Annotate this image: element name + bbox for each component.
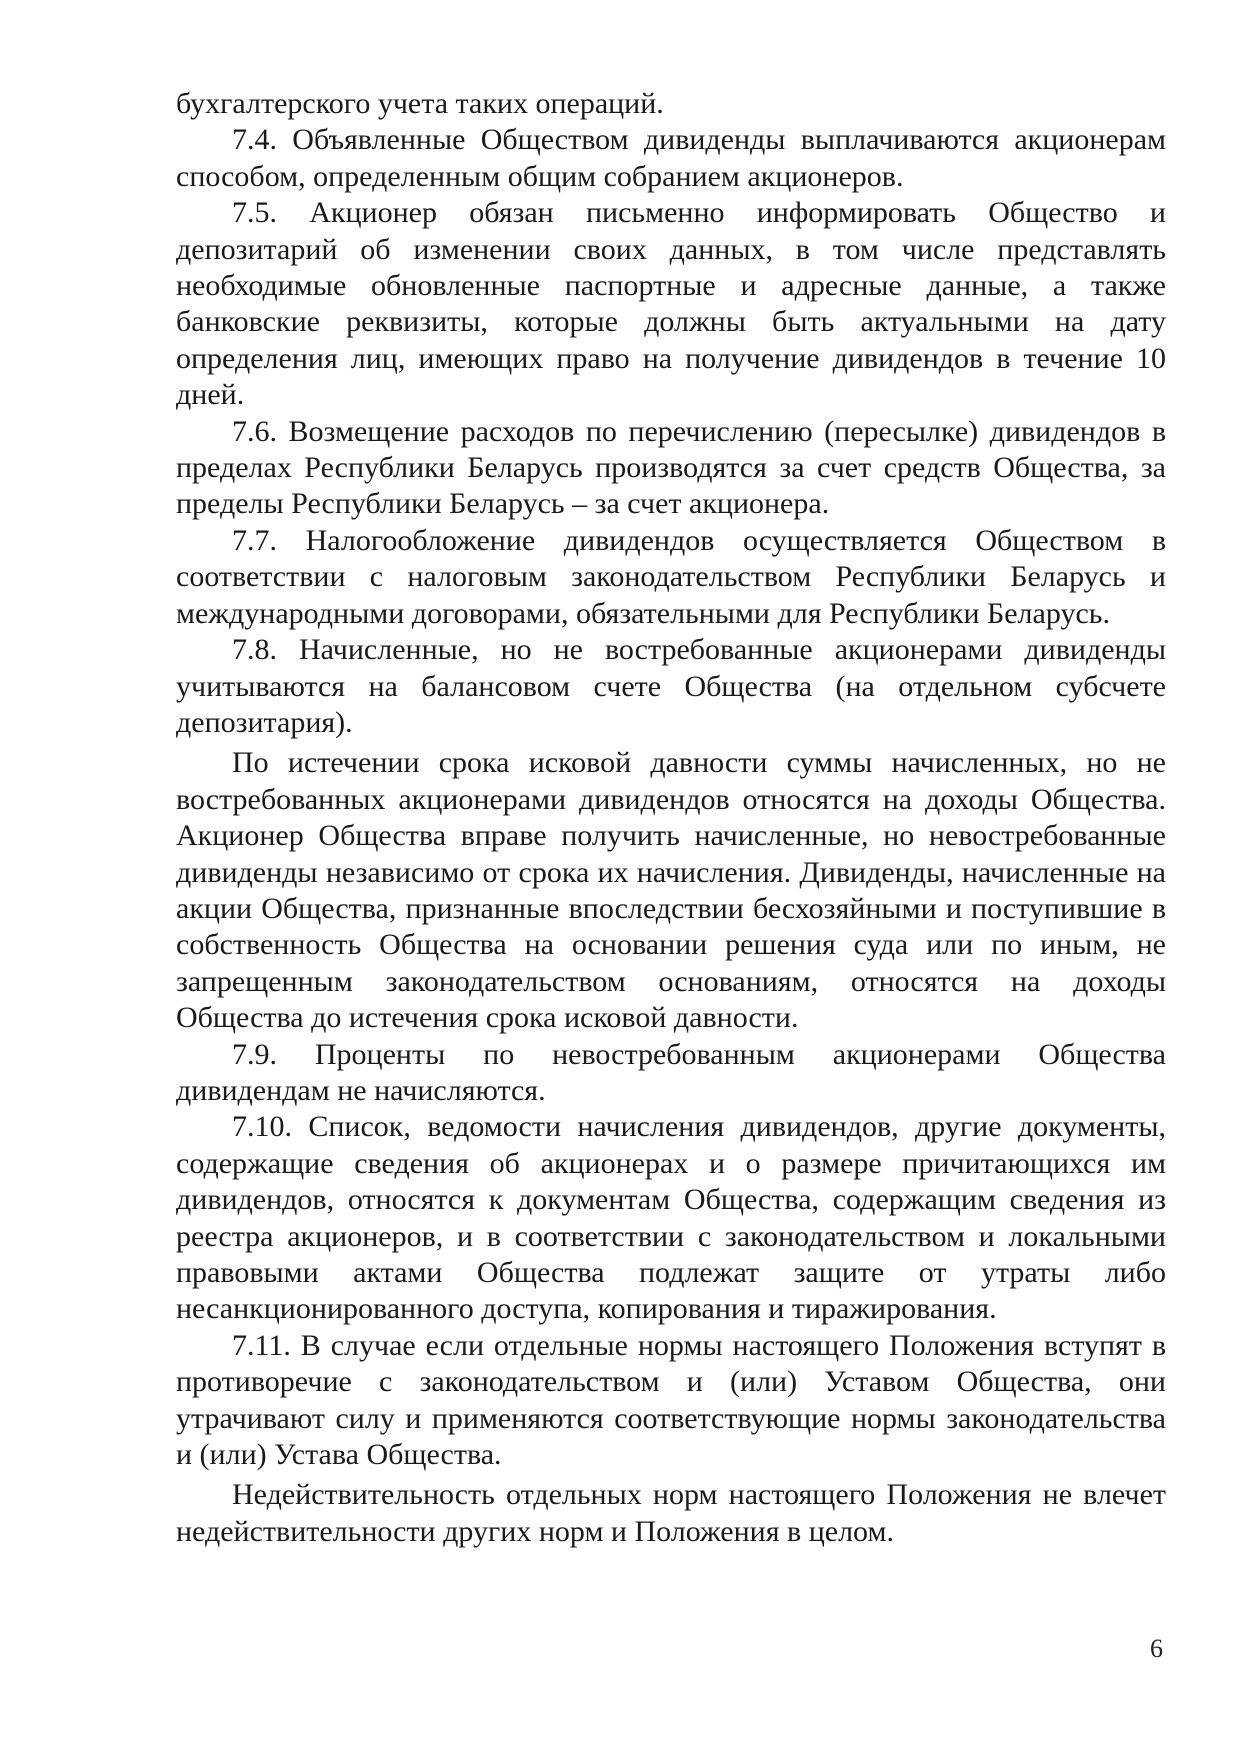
- paragraph-7-7: 7.7. Налогообложение дивидендов осуществляется Обществом в соответствии с налоговым законодательством Республики Беларусь и международными договорами, обязательными для Республики Беларусь.: [176, 523, 1166, 630]
- paragraph-7-4: 7.4. Объявленные Обществом дивиденды выплачиваются акционерам способом, определенным общим собранием акционеров.: [176, 123, 1166, 193]
- paragraph-7-11-continued: Недействительность отдельных норм настоящего Положения не влечет недействительности других норм и Положения в целом.: [176, 1478, 1166, 1548]
- paragraph-7-5: 7.5. Акционер обязан письменно информировать Общество и депозитарий об изменении своих данных, в том числе представлять необходимые обновленные паспортные и адресные данные, а также банковские реквизиты, которые должны быть актуальными на дату определения лиц, имеющих право на получение дивидендов в течение 10 дней.: [176, 196, 1166, 412]
- paragraph-continuation: бухгалтерского учета таких операций.: [176, 87, 664, 120]
- paragraph-7-11: 7.11. В случае если отдельные нормы настоящего Положения вступят в противоречие с законодательством и (или) Уставом Общества, они утрачивают силу и применяются соответствующие нормы законодательства и (или) Устава Общества.: [176, 1328, 1166, 1472]
- paragraph-7-8-continued: По истечении срока исковой давности суммы начисленных, но не востребованных акционерами дивидендов относятся на доходы Общества. Акционер Общества вправе получить начисленные, но невостребованные дивиденды независимо от срока их начисления. Дивиденды, начисленные на акции Общества, признанные впоследствии бесхозяйными и поступившие в собственность Общества на основании решения суда или по иным, не запрещенным законодательством основаниям, относятся на доходы Общества до истечения срока исковой давности.: [176, 746, 1166, 1035]
- paragraph-7-8: 7.8. Начисленные, но не востребованные акционерами дивиденды учитываются на балансовом счете Общества (на отдельном субсчете депозитария).: [176, 633, 1166, 739]
- paragraph-7-9: 7.9. Проценты по невостребованным акционерами Общества дивидендам не начисляются.: [176, 1037, 1166, 1107]
- page-number: 6: [1150, 1634, 1163, 1663]
- paragraph-7-10: 7.10. Список, ведомости начисления дивидендов, другие документы, содержащие сведения об акционерах и о размере причитающихся им дивидендов, относятся к документам Общества, содержащим сведения из реестра акционеров, и в соответствии с законодательством и локальными правовыми актами Общества подлежат защите от утраты либо несанкционированного доступа, копирования и тиражирования.: [176, 1110, 1166, 1326]
- document-page: [176, 86, 1166, 1550]
- paragraph-7-6: 7.6. Возмещение расходов по перечислению (пересылке) дивидендов в пределах Республики Беларусь производятся за счет средств Общества, за пределы Республики Беларусь – за счет акционера.: [176, 414, 1166, 521]
